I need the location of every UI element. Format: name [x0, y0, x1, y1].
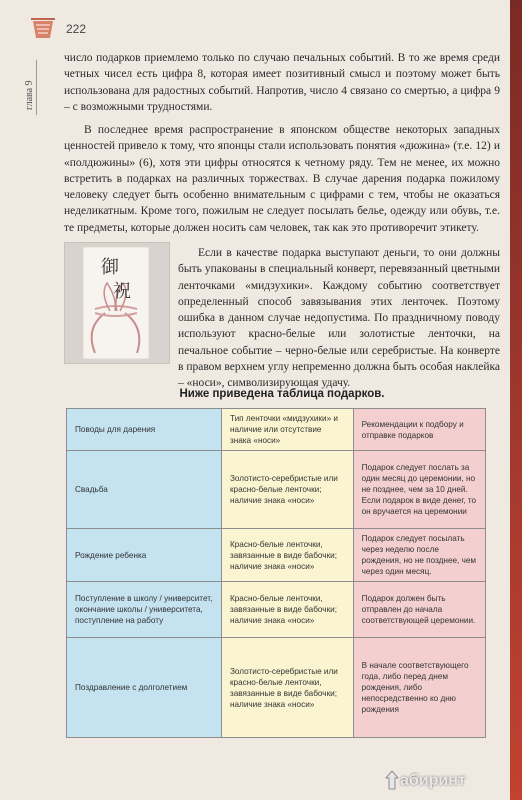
table-cell: Красно-белые ленточки, завязанные в виде бабочки; наличие знака «носи» [221, 582, 353, 638]
watermark-text: абиринт [400, 772, 466, 789]
table-row [67, 529, 486, 582]
paragraph-2: В последнее время распространение в японском обществе некоторых западных ценностей привело к тому, что японцы стали использовать понятия «дюжина» (т.е. 12) и «полдюжины» (6), хотя эти цифры относятся к четному ряду. Тем не менее, их можно встретить в подарках на различных торжествах. В случае дарения подарка пожилому человеку следует быть особенно внимательным с цифрами с тем, чтобы не оказаться неделикатным. Кроме того, пожилым не следует посылать белье, одежду или обувь, т.е. те предметы, которые должен носить сам человек, так как это противоречит этикету. [64, 124, 500, 234]
table-cell: Рождение ребенка [67, 529, 222, 582]
header-cell: Поводы для дарения [67, 409, 222, 451]
table-cell: Золотисто-серебристые или красно-белые ленточки; наличие знака «носи» [221, 451, 353, 529]
envelope-glyph-2: 祝 [113, 281, 131, 302]
table-header-row [67, 409, 486, 451]
table-cell: В начале соответствующего года, либо перед днем рождения, либо непосредственно ко дню рождения [353, 638, 485, 738]
chapter-label: глава 9 [24, 80, 35, 110]
table-cell: Подарок следует послать за один месяц до церемонии, но не позднее, чем за 10 дней. Если подарок в виде денег, то он вручается на церемонии [353, 451, 485, 529]
paragraph-3: Если в качестве подарка выступают деньги, то они должны быть упакованы в специальный конверт, перевязанный цветными ленточками «мидзухики». Каждому событию соответствует определенный способ завязывания этих ленточек. Поэтому ошибка в данном случае недопустима. По праздничному поводу используют красно-белые или золотистые ленточки, на печальное событие – черно-белые или серебристые. На конверте в правом верхнем углу непременно должна быть особая наклейка – «носи», символизирующая удачу. [178, 247, 500, 390]
labirint-logo-icon [384, 770, 400, 790]
table-row [67, 582, 486, 638]
header-cell: Рекомендации к подбору и отправке подарков [353, 409, 485, 451]
table-title: Ниже приведена таблица подарков. [179, 388, 385, 400]
table-row [67, 451, 486, 529]
table-cell: Поступление в школу / университет, окончание школы / университета, поступление на работу [67, 582, 222, 638]
book-spine [510, 0, 522, 800]
table-row [67, 638, 486, 738]
gift-table [66, 408, 486, 738]
table-cell: Красно-белые ленточки, завязанные в виде бабочки; наличие знака «носи» [221, 529, 353, 582]
table-cell: Золотисто-серебристые или красно-белые ленточки, завязанные в виде бабочки; наличие знака «носи» [221, 638, 353, 738]
table-cell: Подарок следует посылать через неделю после рождения, но не позднее, чем через один месяц. [353, 529, 485, 582]
header-cell: Тип ленточки «мидзухики» и наличие или отсутствие знака «носи» [221, 409, 353, 451]
side-divider [36, 60, 37, 115]
envelope-photo [64, 242, 170, 364]
envelope-glyph-1: 御 [101, 257, 119, 278]
paragraph-1: число подарков приемлемо только по случаю печальных событий. В то же время среди четных чисел есть цифра 8, которая имеет позитивный смысл и поэтому может быть использована для радостных событий. Напротив, число 4 связано со смертью, а цифра 9 – с возможными трудностями. [64, 52, 500, 113]
page-number: 222 [66, 22, 87, 36]
table-cell: Поздравление с долголетием [67, 638, 222, 738]
table-cell: Подарок должен быть отправлен до начала соответствующей церемонии. [353, 582, 485, 638]
table-cell: Свадьба [67, 451, 222, 529]
